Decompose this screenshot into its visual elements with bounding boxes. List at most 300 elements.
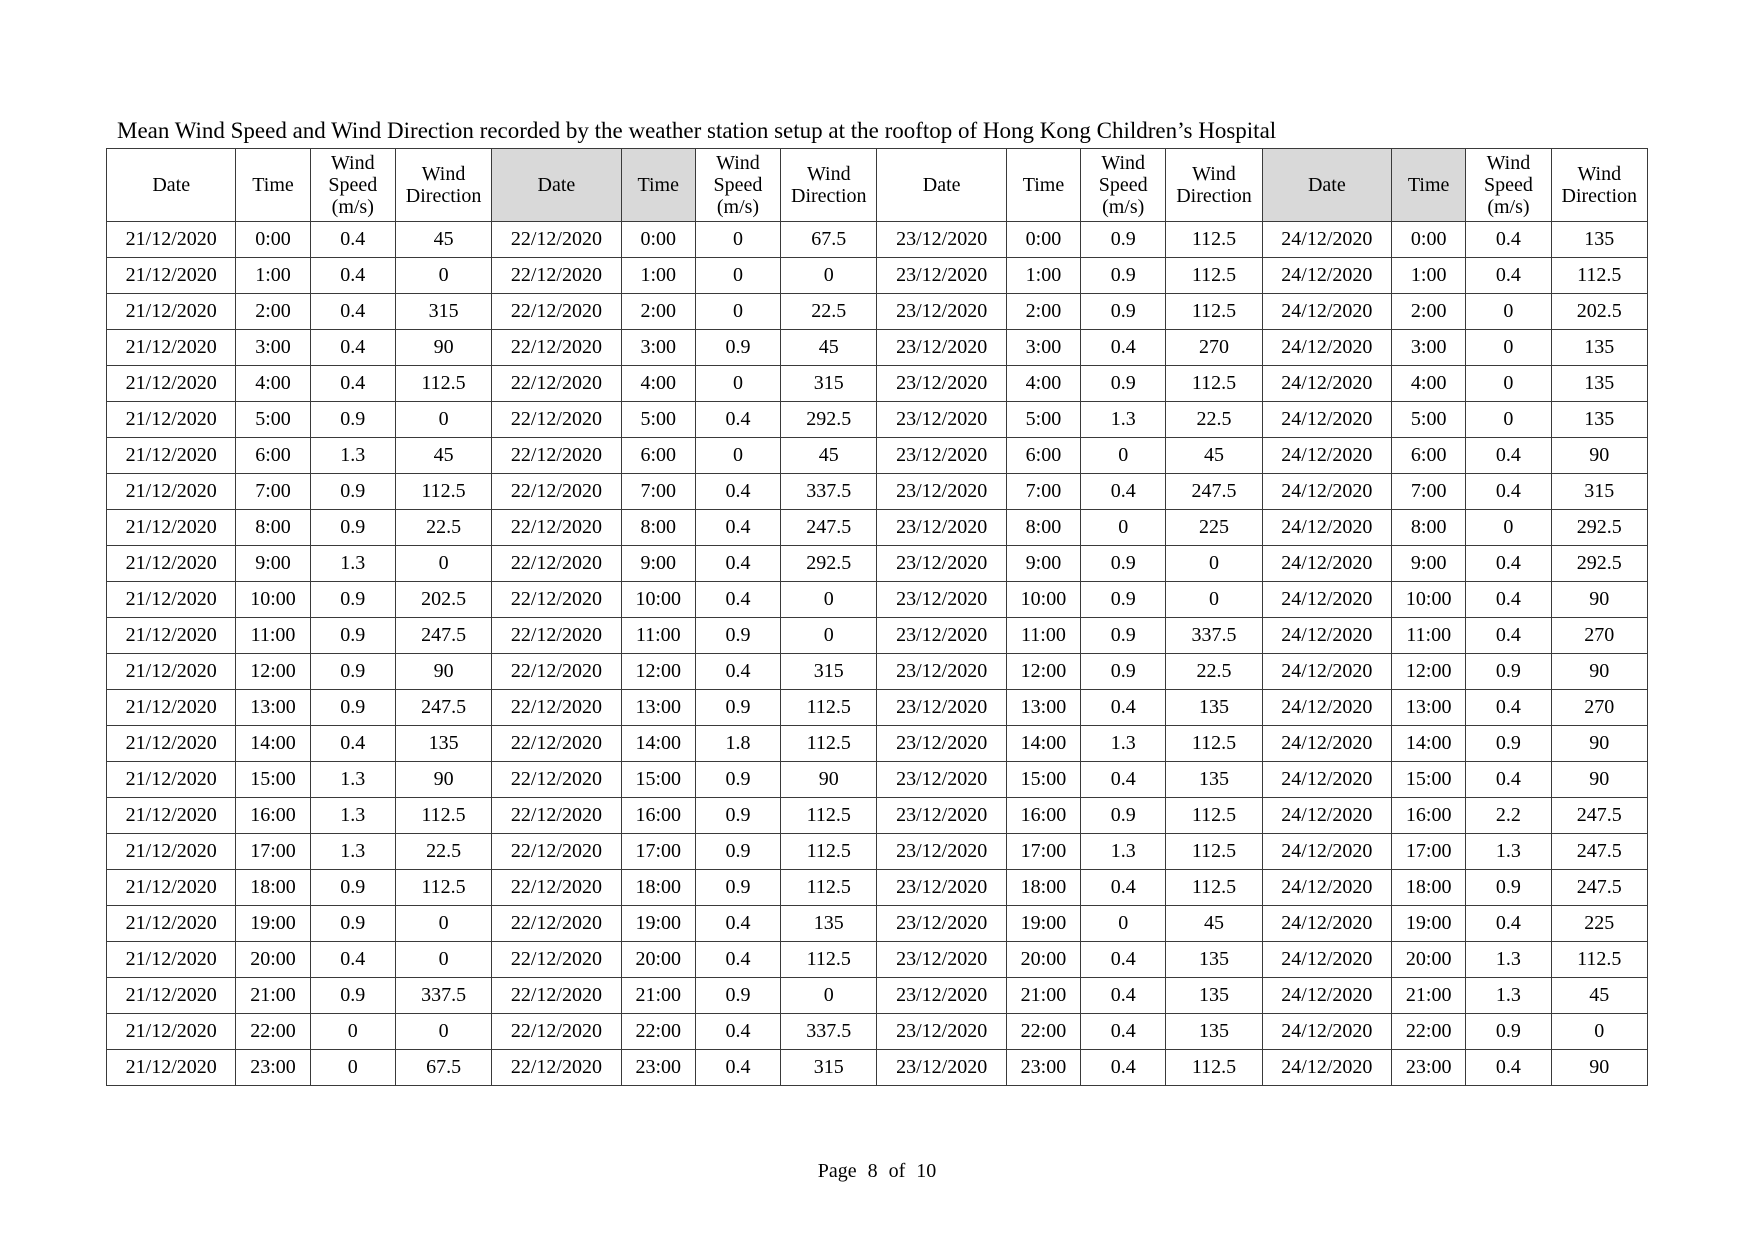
cell-time: 10:00 <box>1392 582 1466 618</box>
cell-wind-speed: 0.4 <box>310 366 395 402</box>
cell-wind-speed: 0.9 <box>695 762 780 798</box>
cell-date: 21/12/2020 <box>107 870 236 906</box>
cell-time: 10:00 <box>1006 582 1080 618</box>
cell-date: 23/12/2020 <box>877 978 1006 1014</box>
cell-wind-speed: 0.9 <box>310 582 395 618</box>
cell-wind-direction: 247.5 <box>395 690 491 726</box>
cell-wind-speed: 0.4 <box>1466 1050 1551 1086</box>
cell-wind-direction: 90 <box>1551 1050 1647 1086</box>
cell-wind-direction: 90 <box>395 330 491 366</box>
cell-time: 4:00 <box>1392 366 1466 402</box>
cell-wind-direction: 202.5 <box>395 582 491 618</box>
cell-date: 24/12/2020 <box>1262 1014 1391 1050</box>
cell-time: 5:00 <box>1392 402 1466 438</box>
cell-time: 10:00 <box>236 582 310 618</box>
cell-date: 21/12/2020 <box>107 438 236 474</box>
cell-wind-direction: 45 <box>395 438 491 474</box>
cell-time: 11:00 <box>1006 618 1080 654</box>
cell-date: 23/12/2020 <box>877 726 1006 762</box>
cell-wind-direction: 90 <box>1551 438 1647 474</box>
cell-wind-speed: 0.9 <box>310 510 395 546</box>
header-wind-direction: Wind Direction <box>1166 149 1262 222</box>
cell-wind-speed: 0.9 <box>695 330 780 366</box>
cell-wind-direction: 112.5 <box>395 798 491 834</box>
cell-wind-direction: 0 <box>781 618 877 654</box>
cell-time: 17:00 <box>236 834 310 870</box>
cell-wind-direction: 112.5 <box>1166 870 1262 906</box>
cell-time: 20:00 <box>236 942 310 978</box>
cell-time: 23:00 <box>621 1050 695 1086</box>
cell-wind-speed: 0 <box>1466 330 1551 366</box>
cell-time: 4:00 <box>1006 366 1080 402</box>
cell-time: 0:00 <box>1006 222 1080 258</box>
cell-wind-speed: 0.9 <box>1081 654 1166 690</box>
cell-time: 2:00 <box>1392 294 1466 330</box>
cell-date: 24/12/2020 <box>1262 906 1391 942</box>
cell-wind-direction: 45 <box>781 330 877 366</box>
cell-wind-speed: 0.4 <box>695 402 780 438</box>
cell-time: 8:00 <box>236 510 310 546</box>
cell-wind-direction: 45 <box>1166 906 1262 942</box>
cell-date: 23/12/2020 <box>877 330 1006 366</box>
cell-wind-speed: 0.9 <box>310 474 395 510</box>
cell-wind-direction: 45 <box>781 438 877 474</box>
cell-wind-speed: 0.4 <box>1081 942 1166 978</box>
cell-wind-direction: 315 <box>1551 474 1647 510</box>
cell-time: 0:00 <box>236 222 310 258</box>
cell-time: 5:00 <box>236 402 310 438</box>
cell-time: 21:00 <box>236 978 310 1014</box>
cell-wind-speed: 0.4 <box>1466 438 1551 474</box>
table-row <box>107 258 1648 294</box>
cell-time: 12:00 <box>236 654 310 690</box>
cell-time: 21:00 <box>1392 978 1466 1014</box>
cell-wind-speed: 0.4 <box>1081 978 1166 1014</box>
cell-time: 7:00 <box>1392 474 1466 510</box>
cell-date: 22/12/2020 <box>492 942 621 978</box>
cell-date: 22/12/2020 <box>492 582 621 618</box>
cell-date: 24/12/2020 <box>1262 870 1391 906</box>
cell-date: 21/12/2020 <box>107 978 236 1014</box>
cell-date: 21/12/2020 <box>107 942 236 978</box>
cell-wind-speed: 0.4 <box>1466 690 1551 726</box>
cell-wind-direction: 112.5 <box>1166 258 1262 294</box>
cell-date: 22/12/2020 <box>492 402 621 438</box>
cell-date: 22/12/2020 <box>492 258 621 294</box>
cell-date: 23/12/2020 <box>877 834 1006 870</box>
cell-wind-speed: 2.2 <box>1466 798 1551 834</box>
cell-time: 6:00 <box>621 438 695 474</box>
cell-wind-direction: 112.5 <box>781 834 877 870</box>
cell-date: 23/12/2020 <box>877 582 1006 618</box>
cell-wind-speed: 0.4 <box>1081 1050 1166 1086</box>
cell-date: 22/12/2020 <box>492 870 621 906</box>
cell-wind-speed: 0.9 <box>1081 366 1166 402</box>
cell-wind-speed: 0.9 <box>695 798 780 834</box>
cell-date: 21/12/2020 <box>107 1050 236 1086</box>
cell-wind-direction: 22.5 <box>1166 654 1262 690</box>
cell-wind-direction: 112.5 <box>1551 942 1647 978</box>
table-row <box>107 1014 1648 1050</box>
cell-time: 0:00 <box>621 222 695 258</box>
cell-date: 22/12/2020 <box>492 726 621 762</box>
cell-wind-direction: 112.5 <box>781 690 877 726</box>
cell-wind-direction: 90 <box>781 762 877 798</box>
cell-wind-direction: 22.5 <box>395 834 491 870</box>
cell-date: 24/12/2020 <box>1262 366 1391 402</box>
cell-wind-direction: 337.5 <box>781 474 877 510</box>
cell-time: 7:00 <box>621 474 695 510</box>
cell-date: 21/12/2020 <box>107 1014 236 1050</box>
cell-wind-speed: 1.3 <box>1081 834 1166 870</box>
cell-time: 1:00 <box>1392 258 1466 294</box>
cell-wind-direction: 0 <box>395 942 491 978</box>
cell-date: 21/12/2020 <box>107 366 236 402</box>
cell-wind-direction: 247.5 <box>1551 870 1647 906</box>
cell-date: 23/12/2020 <box>877 294 1006 330</box>
cell-date: 24/12/2020 <box>1262 618 1391 654</box>
cell-date: 24/12/2020 <box>1262 258 1391 294</box>
cell-wind-speed: 0.9 <box>695 690 780 726</box>
cell-wind-speed: 0.9 <box>310 978 395 1014</box>
header-time: Time <box>1392 149 1466 222</box>
table-row <box>107 1050 1648 1086</box>
cell-time: 16:00 <box>1392 798 1466 834</box>
cell-time: 9:00 <box>1392 546 1466 582</box>
cell-wind-direction: 112.5 <box>395 870 491 906</box>
cell-date: 22/12/2020 <box>492 222 621 258</box>
cell-wind-direction: 112.5 <box>1166 834 1262 870</box>
cell-wind-speed: 0.9 <box>1081 294 1166 330</box>
table-row <box>107 762 1648 798</box>
cell-wind-speed: 0.4 <box>695 906 780 942</box>
cell-wind-direction: 135 <box>395 726 491 762</box>
cell-time: 13:00 <box>236 690 310 726</box>
cell-wind-direction: 135 <box>1551 330 1647 366</box>
cell-time: 9:00 <box>621 546 695 582</box>
table-row <box>107 510 1648 546</box>
cell-wind-direction: 135 <box>1166 978 1262 1014</box>
cell-wind-speed: 0.4 <box>1466 618 1551 654</box>
cell-wind-direction: 0 <box>781 978 877 1014</box>
cell-date: 21/12/2020 <box>107 474 236 510</box>
cell-wind-direction: 112.5 <box>1166 294 1262 330</box>
cell-wind-direction: 0 <box>781 582 877 618</box>
cell-wind-speed: 0.4 <box>310 942 395 978</box>
cell-date: 23/12/2020 <box>877 402 1006 438</box>
header-time: Time <box>1006 149 1080 222</box>
cell-wind-speed: 0 <box>695 438 780 474</box>
cell-wind-speed: 0.4 <box>695 474 780 510</box>
cell-wind-direction: 247.5 <box>1551 798 1647 834</box>
cell-time: 15:00 <box>1392 762 1466 798</box>
cell-time: 19:00 <box>621 906 695 942</box>
cell-time: 17:00 <box>621 834 695 870</box>
cell-wind-direction: 90 <box>1551 726 1647 762</box>
cell-wind-speed: 0.4 <box>1081 330 1166 366</box>
cell-date: 22/12/2020 <box>492 834 621 870</box>
cell-wind-speed: 0.4 <box>310 726 395 762</box>
cell-date: 24/12/2020 <box>1262 654 1391 690</box>
cell-date: 24/12/2020 <box>1262 294 1391 330</box>
cell-wind-speed: 0.4 <box>1466 582 1551 618</box>
cell-time: 15:00 <box>236 762 310 798</box>
header-date: Date <box>877 149 1006 222</box>
cell-date: 24/12/2020 <box>1262 762 1391 798</box>
cell-wind-direction: 90 <box>395 762 491 798</box>
cell-wind-speed: 0.9 <box>310 906 395 942</box>
cell-date: 21/12/2020 <box>107 798 236 834</box>
cell-wind-direction: 247.5 <box>1166 474 1262 510</box>
cell-wind-speed: 0.4 <box>1466 222 1551 258</box>
cell-time: 22:00 <box>1006 1014 1080 1050</box>
cell-wind-direction: 0 <box>395 546 491 582</box>
cell-time: 7:00 <box>236 474 310 510</box>
cell-wind-speed: 0 <box>310 1014 395 1050</box>
header-row <box>107 149 1648 222</box>
cell-date: 22/12/2020 <box>492 474 621 510</box>
cell-wind-direction: 90 <box>1551 582 1647 618</box>
header-wind-direction: Wind Direction <box>395 149 491 222</box>
cell-wind-direction: 292.5 <box>1551 546 1647 582</box>
cell-time: 13:00 <box>1392 690 1466 726</box>
page-number: Page 8 of 10 <box>817 1160 937 1182</box>
cell-wind-direction: 270 <box>1551 618 1647 654</box>
cell-date: 24/12/2020 <box>1262 1050 1391 1086</box>
cell-date: 22/12/2020 <box>492 762 621 798</box>
cell-wind-speed: 1.3 <box>310 438 395 474</box>
cell-time: 2:00 <box>621 294 695 330</box>
cell-wind-direction: 0 <box>781 258 877 294</box>
cell-wind-direction: 112.5 <box>395 366 491 402</box>
header-wind-direction: Wind Direction <box>1551 149 1647 222</box>
cell-date: 22/12/2020 <box>492 1050 621 1086</box>
cell-wind-direction: 0 <box>1166 582 1262 618</box>
cell-wind-direction: 112.5 <box>395 474 491 510</box>
cell-time: 5:00 <box>1006 402 1080 438</box>
header-time: Time <box>621 149 695 222</box>
cell-wind-direction: 135 <box>781 906 877 942</box>
cell-time: 2:00 <box>236 294 310 330</box>
cell-time: 3:00 <box>1392 330 1466 366</box>
cell-date: 23/12/2020 <box>877 942 1006 978</box>
cell-wind-direction: 292.5 <box>781 546 877 582</box>
cell-wind-direction: 112.5 <box>1166 222 1262 258</box>
cell-wind-speed: 0.9 <box>1081 618 1166 654</box>
table-row <box>107 330 1648 366</box>
header-wind-speed: Wind Speed (m/s) <box>1081 149 1166 222</box>
cell-wind-direction: 337.5 <box>395 978 491 1014</box>
cell-time: 6:00 <box>1006 438 1080 474</box>
cell-date: 23/12/2020 <box>877 870 1006 906</box>
cell-wind-direction: 135 <box>1166 1014 1262 1050</box>
cell-date: 21/12/2020 <box>107 294 236 330</box>
cell-date: 24/12/2020 <box>1262 510 1391 546</box>
cell-wind-speed: 0.4 <box>1081 690 1166 726</box>
cell-wind-direction: 135 <box>1551 366 1647 402</box>
cell-wind-direction: 45 <box>1551 978 1647 1014</box>
cell-date: 24/12/2020 <box>1262 582 1391 618</box>
cell-wind-direction: 67.5 <box>781 222 877 258</box>
cell-date: 22/12/2020 <box>492 978 621 1014</box>
cell-wind-speed: 0.9 <box>310 690 395 726</box>
cell-wind-direction: 315 <box>395 294 491 330</box>
cell-wind-direction: 22.5 <box>781 294 877 330</box>
cell-wind-direction: 315 <box>781 654 877 690</box>
cell-time: 9:00 <box>236 546 310 582</box>
cell-wind-direction: 225 <box>1166 510 1262 546</box>
cell-date: 23/12/2020 <box>877 618 1006 654</box>
cell-date: 21/12/2020 <box>107 402 236 438</box>
table-row <box>107 438 1648 474</box>
cell-date: 24/12/2020 <box>1262 474 1391 510</box>
cell-wind-speed: 0.4 <box>1466 762 1551 798</box>
cell-date: 22/12/2020 <box>492 510 621 546</box>
cell-wind-speed: 0.9 <box>310 870 395 906</box>
table-row <box>107 294 1648 330</box>
cell-wind-speed: 0.4 <box>1466 258 1551 294</box>
cell-wind-speed: 0.4 <box>310 222 395 258</box>
cell-wind-direction: 135 <box>1166 762 1262 798</box>
page-title: Mean Wind Speed and Wind Direction recorded by the weather station setup at the rooftop of Hong Kong Children’s Hospital <box>117 118 1277 143</box>
cell-wind-speed: 1.3 <box>1466 978 1551 1014</box>
cell-date: 24/12/2020 <box>1262 222 1391 258</box>
cell-wind-speed: 1.3 <box>1466 942 1551 978</box>
cell-wind-direction: 225 <box>1551 906 1647 942</box>
cell-time: 4:00 <box>621 366 695 402</box>
cell-date: 23/12/2020 <box>877 1014 1006 1050</box>
table-row <box>107 906 1648 942</box>
cell-wind-direction: 90 <box>1551 654 1647 690</box>
cell-date: 21/12/2020 <box>107 906 236 942</box>
cell-date: 24/12/2020 <box>1262 798 1391 834</box>
cell-wind-speed: 0.4 <box>695 654 780 690</box>
cell-date: 21/12/2020 <box>107 654 236 690</box>
cell-time: 19:00 <box>1006 906 1080 942</box>
cell-date: 23/12/2020 <box>877 1050 1006 1086</box>
cell-wind-speed: 0.9 <box>310 654 395 690</box>
cell-date: 24/12/2020 <box>1262 330 1391 366</box>
header-wind-speed: Wind Speed (m/s) <box>1466 149 1551 222</box>
cell-date: 21/12/2020 <box>107 834 236 870</box>
cell-time: 9:00 <box>1006 546 1080 582</box>
cell-wind-direction: 270 <box>1551 690 1647 726</box>
cell-time: 20:00 <box>1006 942 1080 978</box>
table-row <box>107 726 1648 762</box>
cell-time: 11:00 <box>1392 618 1466 654</box>
cell-wind-speed: 0.9 <box>310 402 395 438</box>
cell-wind-direction: 292.5 <box>1551 510 1647 546</box>
cell-wind-speed: 0.9 <box>1081 222 1166 258</box>
cell-wind-direction: 22.5 <box>395 510 491 546</box>
cell-date: 21/12/2020 <box>107 258 236 294</box>
cell-wind-speed: 0 <box>1466 510 1551 546</box>
cell-wind-speed: 0 <box>695 366 780 402</box>
cell-date: 24/12/2020 <box>1262 726 1391 762</box>
cell-wind-speed: 0 <box>310 1050 395 1086</box>
cell-date: 22/12/2020 <box>492 906 621 942</box>
cell-time: 19:00 <box>236 906 310 942</box>
cell-date: 23/12/2020 <box>877 510 1006 546</box>
cell-wind-speed: 0.9 <box>310 618 395 654</box>
cell-wind-direction: 0 <box>395 1014 491 1050</box>
cell-wind-direction: 0 <box>395 402 491 438</box>
cell-wind-speed: 0.9 <box>1081 546 1166 582</box>
cell-time: 14:00 <box>1392 726 1466 762</box>
cell-wind-speed: 0 <box>1466 402 1551 438</box>
cell-wind-speed: 0.4 <box>1081 762 1166 798</box>
cell-date: 24/12/2020 <box>1262 690 1391 726</box>
cell-wind-direction: 112.5 <box>1166 798 1262 834</box>
cell-time: 20:00 <box>1392 942 1466 978</box>
cell-time: 18:00 <box>1392 870 1466 906</box>
cell-wind-speed: 0.9 <box>695 618 780 654</box>
cell-time: 1:00 <box>621 258 695 294</box>
table-row <box>107 618 1648 654</box>
cell-date: 21/12/2020 <box>107 726 236 762</box>
cell-date: 24/12/2020 <box>1262 546 1391 582</box>
header-time: Time <box>236 149 310 222</box>
cell-wind-speed: 0.9 <box>1466 726 1551 762</box>
cell-date: 22/12/2020 <box>492 546 621 582</box>
header-wind-speed: Wind Speed (m/s) <box>310 149 395 222</box>
cell-wind-direction: 247.5 <box>781 510 877 546</box>
cell-time: 17:00 <box>1006 834 1080 870</box>
cell-time: 10:00 <box>621 582 695 618</box>
cell-time: 6:00 <box>1392 438 1466 474</box>
cell-date: 21/12/2020 <box>107 618 236 654</box>
cell-date: 22/12/2020 <box>492 690 621 726</box>
cell-wind-direction: 315 <box>781 1050 877 1086</box>
cell-date: 21/12/2020 <box>107 330 236 366</box>
cell-wind-direction: 112.5 <box>1166 1050 1262 1086</box>
cell-date: 23/12/2020 <box>877 762 1006 798</box>
cell-time: 3:00 <box>621 330 695 366</box>
cell-wind-speed: 0.9 <box>1081 798 1166 834</box>
cell-date: 22/12/2020 <box>492 1014 621 1050</box>
cell-date: 23/12/2020 <box>877 654 1006 690</box>
cell-time: 6:00 <box>236 438 310 474</box>
cell-wind-direction: 112.5 <box>781 726 877 762</box>
cell-wind-direction: 90 <box>395 654 491 690</box>
cell-wind-speed: 0 <box>1466 366 1551 402</box>
cell-date: 23/12/2020 <box>877 906 1006 942</box>
cell-time: 22:00 <box>1392 1014 1466 1050</box>
cell-date: 24/12/2020 <box>1262 834 1391 870</box>
cell-time: 7:00 <box>1006 474 1080 510</box>
cell-wind-direction: 202.5 <box>1551 294 1647 330</box>
cell-wind-speed: 0.9 <box>1466 870 1551 906</box>
cell-wind-direction: 112.5 <box>1551 258 1647 294</box>
cell-time: 23:00 <box>1006 1050 1080 1086</box>
cell-wind-direction: 112.5 <box>1166 366 1262 402</box>
cell-date: 22/12/2020 <box>492 798 621 834</box>
cell-wind-direction: 22.5 <box>1166 402 1262 438</box>
cell-wind-direction: 112.5 <box>781 870 877 906</box>
cell-time: 15:00 <box>621 762 695 798</box>
cell-wind-speed: 0.4 <box>695 582 780 618</box>
cell-time: 21:00 <box>1006 978 1080 1014</box>
header-date: Date <box>1262 149 1391 222</box>
cell-wind-speed: 0.4 <box>310 330 395 366</box>
table-row <box>107 690 1648 726</box>
cell-time: 12:00 <box>621 654 695 690</box>
cell-time: 13:00 <box>1006 690 1080 726</box>
cell-wind-speed: 0.9 <box>695 834 780 870</box>
cell-wind-speed: 0.4 <box>1081 474 1166 510</box>
cell-wind-direction: 0 <box>395 258 491 294</box>
cell-wind-speed: 0.4 <box>1466 474 1551 510</box>
